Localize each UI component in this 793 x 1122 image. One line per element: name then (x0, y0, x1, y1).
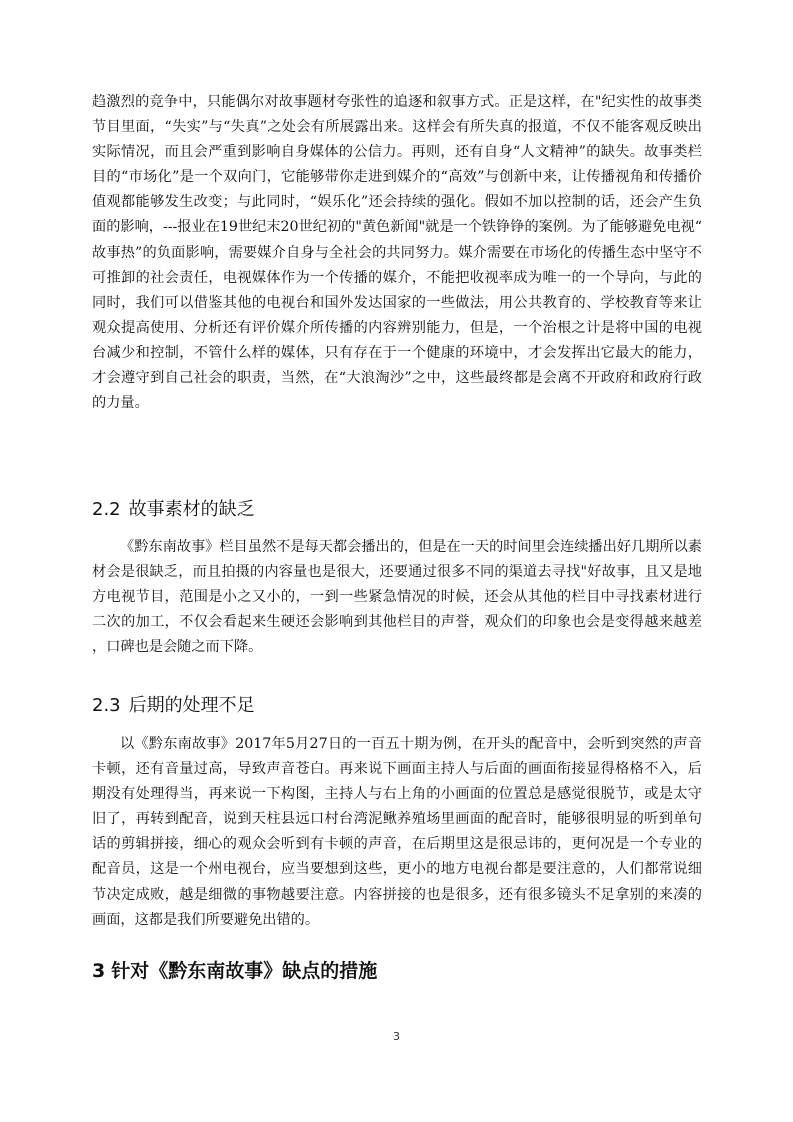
section-title: 故事素材的缺乏 (128, 499, 255, 520)
section-heading-2-2 (92, 497, 255, 523)
section-number: 2.3 (92, 695, 121, 716)
section-title: 后期的处理不足 (128, 695, 255, 716)
chapter-title: 针对《黔东南故事》缺点的措施 (111, 960, 378, 982)
body-paragraph: 《黔东南故事》栏目虽然不是每天都会播出的，但是在一天的时间里会连续播出好几期所以素材会是很缺乏，而且拍摄的内容量也是很大，还要通过很多不同的渠道去寻找"好故事，且又是地方电视节目，范围是小之又小的，一到一些紧急情况的时候，还会从其他的栏目中寻找素材进行二次的加工，不仅会看起来生硬还会影响到其他栏目的声誉，观众们的印象也会是变得越来越差，口碑也是会随之而下降。 (92, 539, 702, 656)
body-paragraph: 趋激烈的竞争中，只能偶尔对故事题材夸张性的追逐和叙事方式。正是这样，在"纪实性的故事类节目里面，“失实”与“失真”之处会有所展露出来。这样会有所失真的报道，不仅不能客观反映出实际情况，而且会严重到影响自身媒体的公信力。再则，还有自身“人文精神”的缺失。故事类栏目的“市场化”是一个双向门，它能够带你走进到媒介的“高效”与创新中来，让传播视角和传播价值观都能够发生改变；与此同时，“娱乐化”还会持续的强化。假如不加以控制的话，还会产生负面的影响，---报业在19世纪末20世纪初的"黄色新闻"就是一个铁铮铮的案例。为了能够避免电视“故事热”的负面影响，需要媒介自身与全社会的共同努力。媒介需要在市场化的传播生态中坚守不可推卸的社会责任，电视媒体作为一个传播的媒介，不能把收视率成为唯一的一个导向，与此的同时，我们可以借鉴其他的电视台和国外发达国家的一些做法，用公共教育的、学校教育等来让观众提高使用、分析还有评价媒介所传播的内容辨别能力，但是，一个治根之计是将中国的电视台减少和控制，不管什么样的媒体，只有存在于一个健康的环境中，才会发挥出它最大的能力，才会遵守到自己社会的职责，当然，在“大浪淘沙”之中，这些最终都是会离不开政府和政府行政的力量。 (92, 94, 702, 412)
body-paragraph: 以《黔东南故事》2017年5月27日的一百五十期为例，在开头的配音中，会听到突然的声音卡顿，还有音量过高，导致声音苍白。再来说下画面主持人与后面的画面衔接显得格格不入，后期没有处理得当，再来说一下构图，主持人与右上角的小画面的位置总是感觉很脱节，或是太守旧了，再转到配音，说到天柱县远口村台湾泥鳅养殖场里画面的配音时，能够很明显的听到单句话的剪辑拼接，细心的观众会听到有卡顿的声音，在后期里这是很忌讳的，更何况是一个专业的配音员，这是一个州电视台，应当要想到这些，更小的地方电视台都是要注意的，人们都常说细节决定成败，越是细微的事物越要注意。内容拼接的也是很多，还有很多镜头不足拿别的来凑的画面，这都是我们所要避免出错的。 (92, 736, 702, 928)
chapter-number: 3 (92, 960, 106, 982)
section-heading-2-3 (92, 693, 255, 719)
page-number: 3 (393, 1030, 400, 1043)
chapter-heading-3 (92, 957, 377, 985)
section-number: 2.2 (92, 499, 121, 520)
